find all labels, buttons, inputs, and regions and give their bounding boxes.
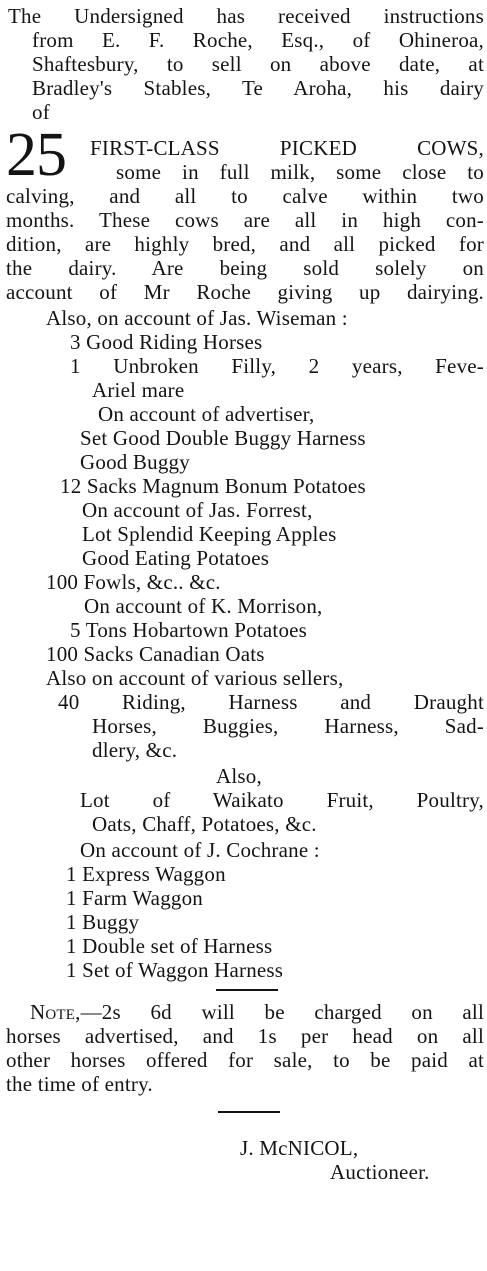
divider-rule xyxy=(218,1111,280,1113)
note-line: horses advertised, and 1s per head on all xyxy=(6,1024,484,1048)
note-label: Note, xyxy=(30,1000,81,1024)
lot-line: 1 Set of Waggon Harness xyxy=(66,958,284,982)
lot-line: 40 Riding, Harness and Draught xyxy=(58,690,484,714)
headline-line2: some in full milk, some close to xyxy=(116,160,484,184)
lot-line: On account of K. Morrison, xyxy=(84,594,323,618)
lot-line: dlery, &c. xyxy=(92,738,178,762)
intro-line: from E. F. Roche, Esq., of Ohineroa, xyxy=(32,28,484,52)
intro-line: Bradley's Stables, Te Aroha, his dairy xyxy=(32,76,484,100)
lot-line: Also, xyxy=(216,764,262,788)
lot-line: Good Buggy xyxy=(80,450,190,474)
auctioneer-title: Auctioneer. xyxy=(330,1160,430,1184)
body-line: dition, are highly bred, and all picked for xyxy=(6,232,484,256)
lot-line: Ariel mare xyxy=(92,378,185,402)
note-first-line xyxy=(30,1000,484,1024)
lot-line: 1 Express Waggon xyxy=(66,862,226,886)
body-line: months. These cows are all in high con- xyxy=(6,208,484,232)
lot-line: Oats, Chaff, Potatoes, &c. xyxy=(92,812,317,836)
note-line: the time of entry. xyxy=(6,1072,153,1096)
intro-line: The Undersigned has received instructions xyxy=(8,4,484,28)
lot-line: Set Good Double Buggy Harness xyxy=(80,426,366,450)
lot-line: Lot of Waikato Fruit, Poultry, xyxy=(80,788,484,812)
intro-line: Shaftesbury, to sell on above date, at xyxy=(32,52,484,76)
lot-line: 3 Good Riding Horses xyxy=(70,330,263,354)
lot-line: On account of advertiser, xyxy=(98,402,315,426)
lot-line: Lot Splendid Keeping Apples xyxy=(82,522,337,546)
lot-line: Horses, Buggies, Harness, Sad- xyxy=(92,714,484,738)
body-line: calving, and all to calve within two xyxy=(6,184,484,208)
headline-title: FIRST-CLASS PICKED COWS, xyxy=(90,136,484,160)
auctioneer-name: J. McNICOL, xyxy=(240,1136,359,1160)
lot-line: 12 Sacks Magnum Bonum Potatoes xyxy=(60,474,366,498)
lot-line: 1 Double set of Harness xyxy=(66,934,273,958)
lot-line: Also, on account of Jas. Wiseman : xyxy=(46,306,348,330)
lot-line: On account of Jas. Forrest, xyxy=(82,498,313,522)
lot-line: 5 Tons Hobartown Potatoes xyxy=(70,618,308,642)
intro-line: of xyxy=(32,100,50,124)
body-line: the dairy. Are being sold solely on xyxy=(6,256,484,280)
lot-line: 100 Sacks Canadian Oats xyxy=(46,642,265,666)
lot-line: 100 Fowls, &c.. &c. xyxy=(46,570,221,594)
body-line: account of Mr Roche giving up dairying. xyxy=(6,280,484,304)
lot-line: 1 Farm Waggon xyxy=(66,886,204,910)
divider-rule xyxy=(216,989,278,991)
lot-line: Good Eating Potatoes xyxy=(82,546,270,570)
cow-count-number: 25 xyxy=(6,121,66,189)
note-first-line-text: —2s 6d will be charged on all xyxy=(80,1000,484,1024)
note-line: other horses offered for sale, to be paid at xyxy=(6,1048,484,1072)
lot-line: On account of J. Cochrane : xyxy=(80,838,320,862)
lot-line: Also on account of various sellers, xyxy=(46,666,344,690)
lot-line: 1 Unbroken Filly, 2 years, Feve- xyxy=(70,354,484,378)
lot-line: 1 Buggy xyxy=(66,910,140,934)
